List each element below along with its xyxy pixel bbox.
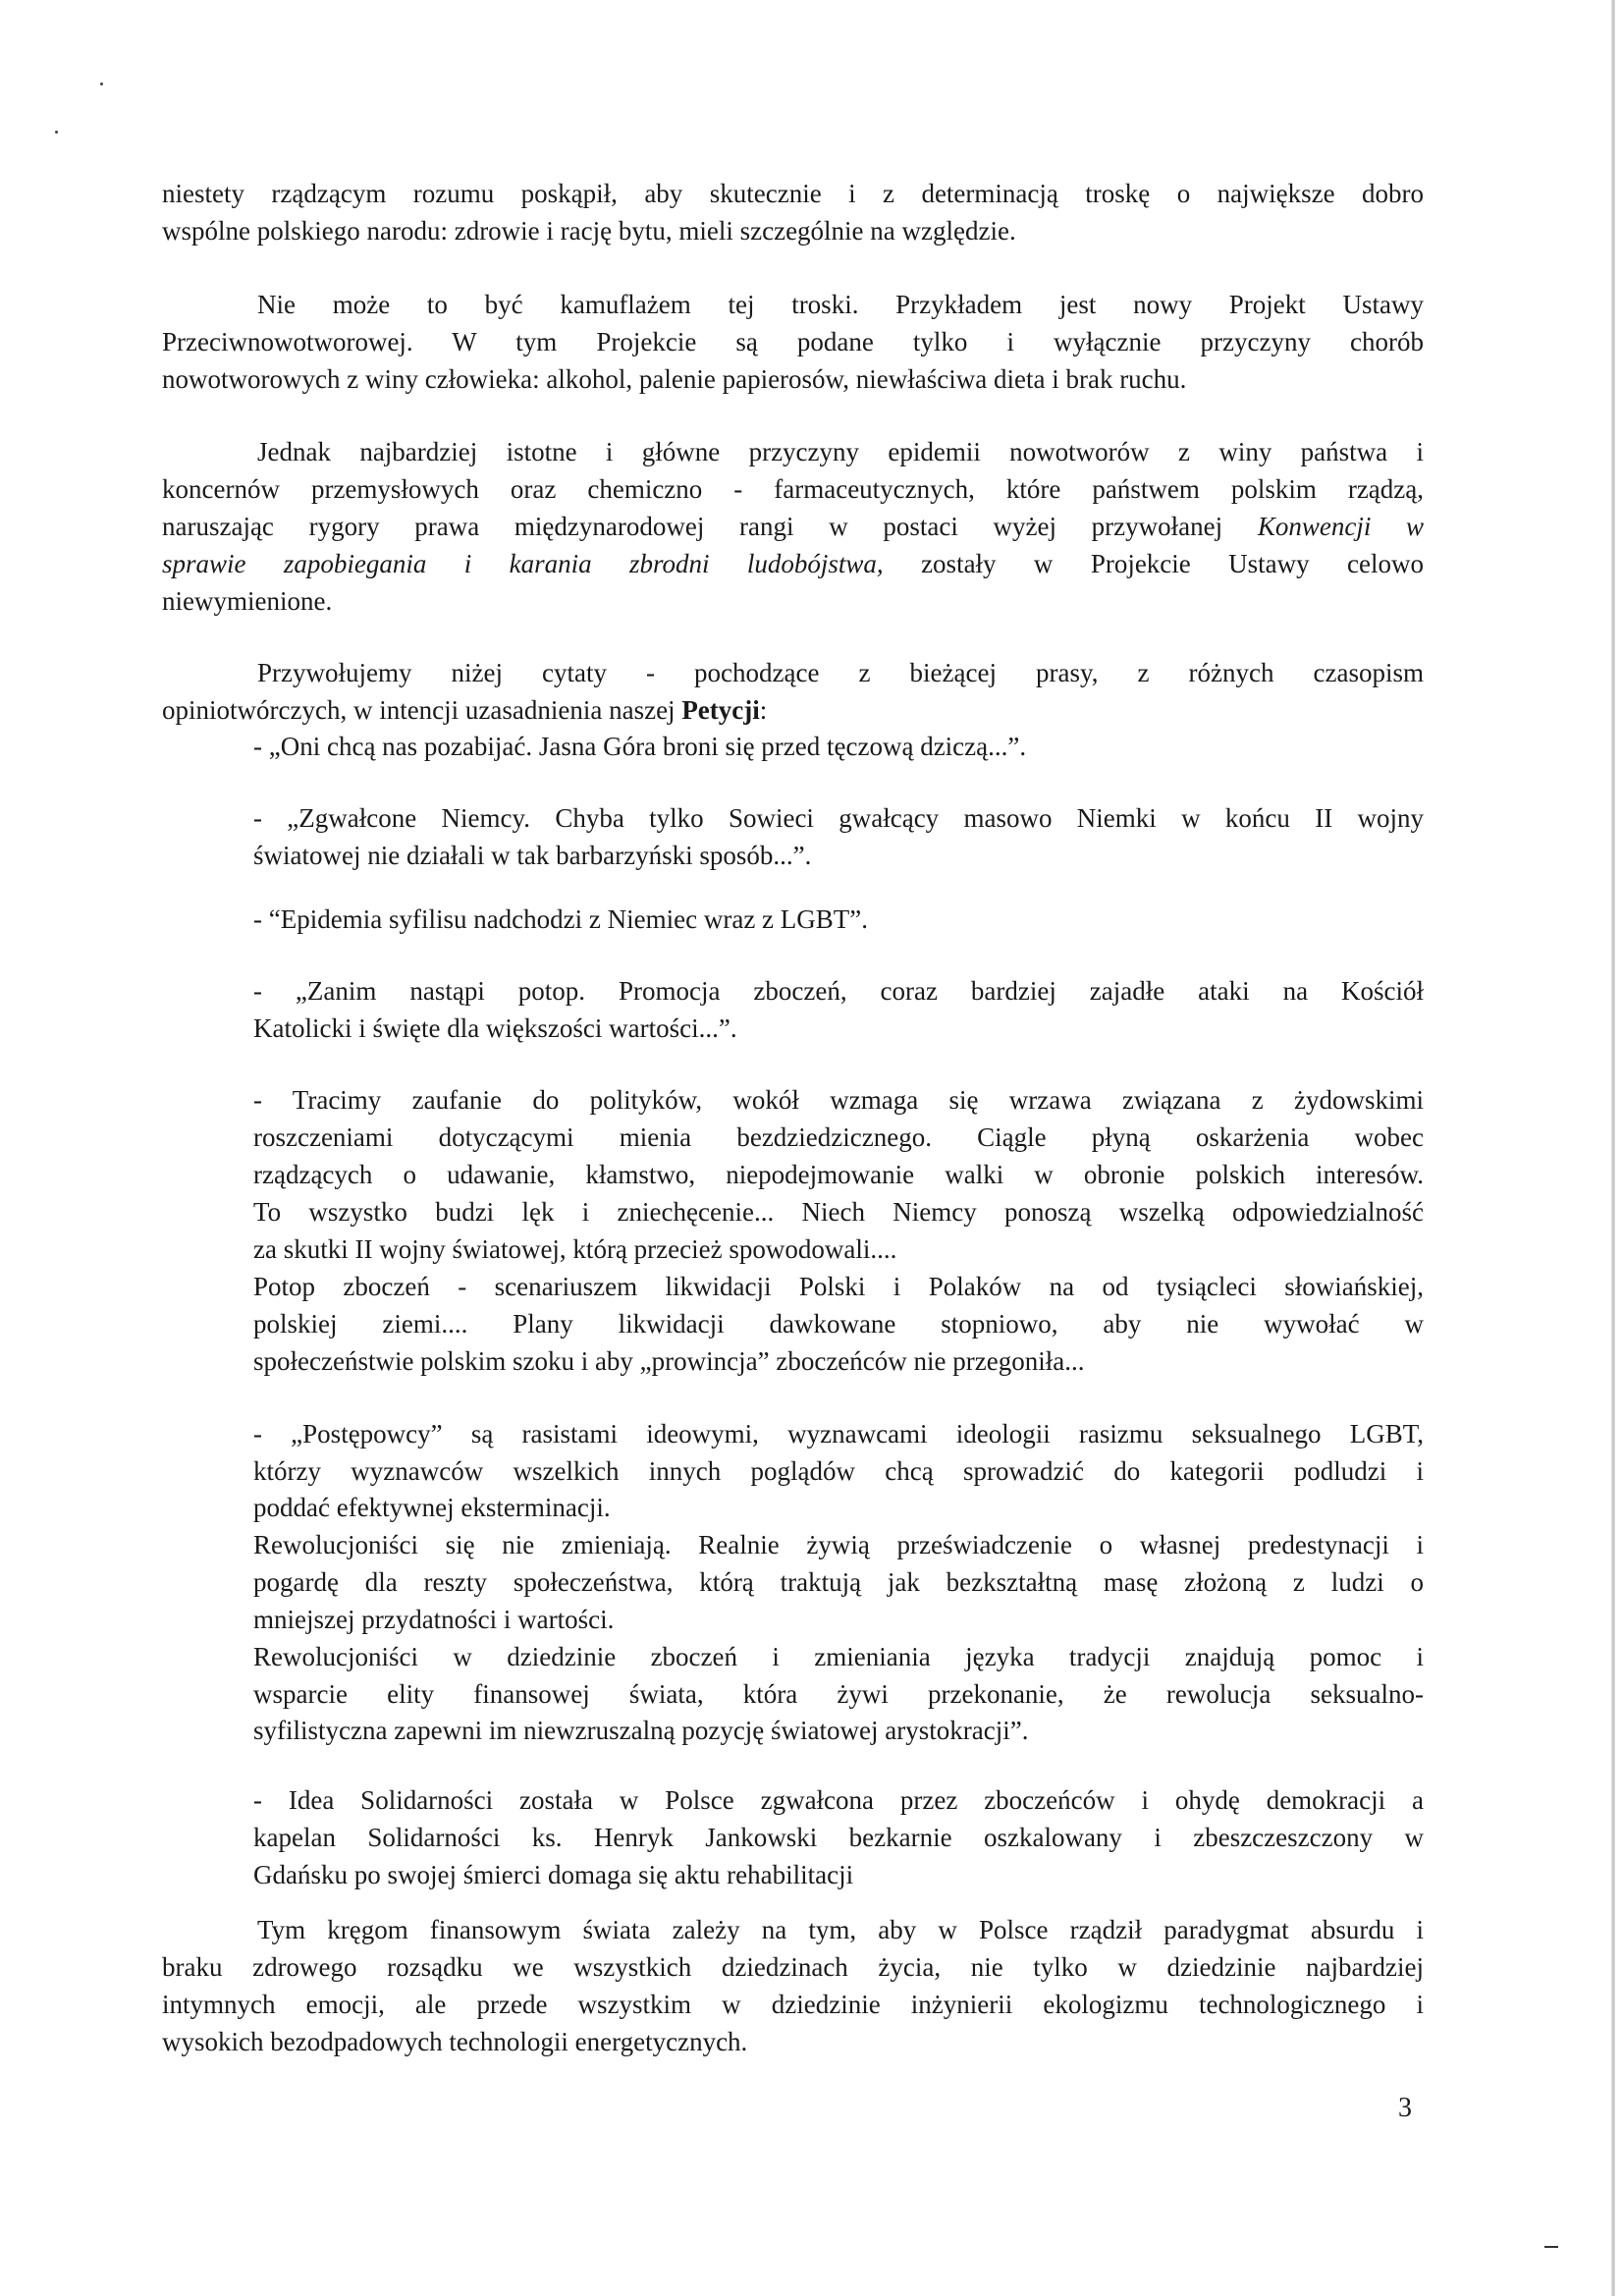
body-text-line: intymnych emocji, ale przede wszystkim w dziedzinie inżynierii ekologizmu technologicznego i: [162, 1990, 1424, 2019]
quote-line: poddać efektywnej eksterminacji.: [253, 1493, 611, 1522]
quote-line: za skutki II wojny światowej, którą przecież spowodowali....: [253, 1234, 897, 1264]
quote-line: polskiej ziemi.... Plany likwidacji dawkowane stopniowo, aby nie wywołać w: [253, 1309, 1424, 1339]
body-text-line: wysokich bezodpadowych technologii energetycznych.: [162, 2027, 748, 2056]
margin-mark: [1544, 2246, 1558, 2248]
quote-line: - „Zanim nastąpi potop. Promocja zboczeń, coraz bardziej zajadłe ataki na Kościół: [253, 976, 1424, 1006]
body-text-line: Przeciwnowotworowej. W tym Projekcie są podane tylko i wyłącznie przyczyny chorób: [162, 327, 1424, 356]
convention-title-italic: Konwencji w: [1257, 512, 1425, 541]
petition-bold: Petycji: [681, 695, 760, 725]
quote-line: - „Oni chcą nas pozabijać. Jasna Góra broni się przed tęczową dziczą...”.: [253, 732, 1027, 761]
quote-line: To wszystko budzi lęk i zniechęcenie... Niech Niemcy ponoszą wszelką odpowiedzialność: [253, 1197, 1424, 1227]
quote-line: kapelan Solidarności ks. Henryk Jankowski bezkarnie oszkalowany i zbeszczeszczony w: [253, 1823, 1424, 1852]
quote-line: rządzących o udawanie, kłamstwo, niepodejmowanie walki w obronie polskich interesów.: [253, 1160, 1424, 1189]
page-number: 3: [1398, 2093, 1412, 2123]
body-text-line: koncernów przemysłowych oraz chemiczno - farmaceutycznych, które państwem polskim rządzą,: [162, 474, 1424, 504]
quote-line: wsparcie elity finansowej świata, która żywi przekonanie, że rewolucja seksualno-: [253, 1679, 1424, 1709]
quote-line: pogardę dla reszty społeczeństwa, którą traktują jak bezkształtną masę złożoną z ludzi o: [253, 1567, 1424, 1597]
quote-line: światowej nie działali w tak barbarzyński sposób...”.: [253, 841, 812, 870]
scan-speck: [55, 131, 58, 134]
body-text: :: [759, 695, 768, 725]
quote-line: - “Epidemia syfilisu nadchodzi z Niemiec wraz z LGBT”.: [253, 904, 869, 934]
quote-line: Rewolucjoniści się nie zmieniają. Realnie żywią przeświadczenie o własnej predestynacji i: [253, 1530, 1424, 1559]
body-text-line: niewymienione.: [162, 586, 333, 616]
body-text-line: Tym kręgom finansowym świata zależy na tym, aby w Polsce rządził paradygmat absurdu i: [257, 1915, 1424, 1944]
body-text-line: nowotworowych z winy człowieka: alkohol, palenie papierosów, niewłaściwa dieta i brak ruchu.: [162, 364, 1187, 394]
body-text: zostały w Projekcie Ustawy celowo: [921, 549, 1424, 578]
scan-speck: [100, 82, 103, 85]
quote-line: którzy wyznawców wszelkich innych poglądów chcą sprowadzić do kategorii podludzi i: [253, 1456, 1424, 1486]
convention-title-italic: sprawie zapobiegania i karania zbrodni ludobójstwa,: [162, 549, 884, 578]
body-text-line: [162, 693, 1424, 727]
quote-line: mniejszej przydatności i wartości.: [253, 1605, 615, 1634]
scan-edge-shadow: [1611, 0, 1615, 2296]
quote-line: Potop zboczeń - scenariuszem likwidacji Polski i Polaków na od tysiącleci słowiańskiej,: [253, 1272, 1424, 1301]
quote-line: - Tracimy zaufanie do polityków, wokół wzmaga się wrzawa związana z żydowskimi: [253, 1085, 1424, 1115]
body-text: naruszając rygory prawa międzynarodowej rangi w postaci wyżej przywołanej: [162, 512, 1223, 541]
body-text-line: wspólne polskiego narodu: zdrowie i rację bytu, mieli szczególnie na względzie.: [162, 216, 1016, 246]
body-text-line: [162, 547, 1424, 580]
body-text-line: Jednak najbardziej istotne i główne przyczyny epidemii nowotworów z winy państwa i: [257, 437, 1424, 466]
quote-line: roszczeniami dotyczącymi mienia bezdziedzicznego. Ciągle płyną oskarżenia wobec: [253, 1122, 1424, 1152]
quote-line: Gdańsku po swojej śmierci domaga się aktu rehabilitacji: [253, 1860, 854, 1889]
body-text: opiniotwórczych, w intencji uzasadnienia naszej: [162, 695, 676, 725]
quote-line: syfilistyczna zapewni im niewzruszalną pozycję światowej arystokracji”.: [253, 1716, 1029, 1745]
quote-line: - „Postępowcy” są rasistami ideowymi, wyznawcami ideologii rasizmu seksualnego LGBT,: [253, 1419, 1424, 1449]
quote-line: - „Zgwałcone Niemcy. Chyba tylko Sowieci gwałcący masowo Niemki w końcu II wojny: [253, 803, 1424, 833]
body-text-line: Przywołujemy niżej cytaty - pochodzące z bieżącej prasy, z różnych czasopism: [257, 658, 1424, 687]
body-text-line: [162, 510, 1424, 543]
quote-line: Rewolucjoniści w dziedzinie zboczeń i zmieniania języka tradycji znajdują pomoc i: [253, 1642, 1424, 1671]
body-text-line: niestety rządzącym rozumu poskąpił, aby skutecznie i z determinacją troskę o największe dobro: [162, 179, 1424, 208]
quote-line: - Idea Solidarności została w Polsce zgwałcona przez zboczeńców i ohydę demokracji a: [253, 1785, 1424, 1815]
quote-line: społeczeństwie polskim szoku i aby „prowincja” zboczeńców nie przegoniła...: [253, 1346, 1085, 1376]
body-text-line: braku zdrowego rozsądku we wszystkich dziedzinach życia, nie tylko w dziedzinie najbardziej: [162, 1952, 1424, 1982]
quote-line: Katolicki i święte dla większości wartości...”.: [253, 1013, 737, 1043]
body-text-line: Nie może to być kamuflażem tej troski. Przykładem jest nowy Projekt Ustawy: [257, 290, 1424, 319]
